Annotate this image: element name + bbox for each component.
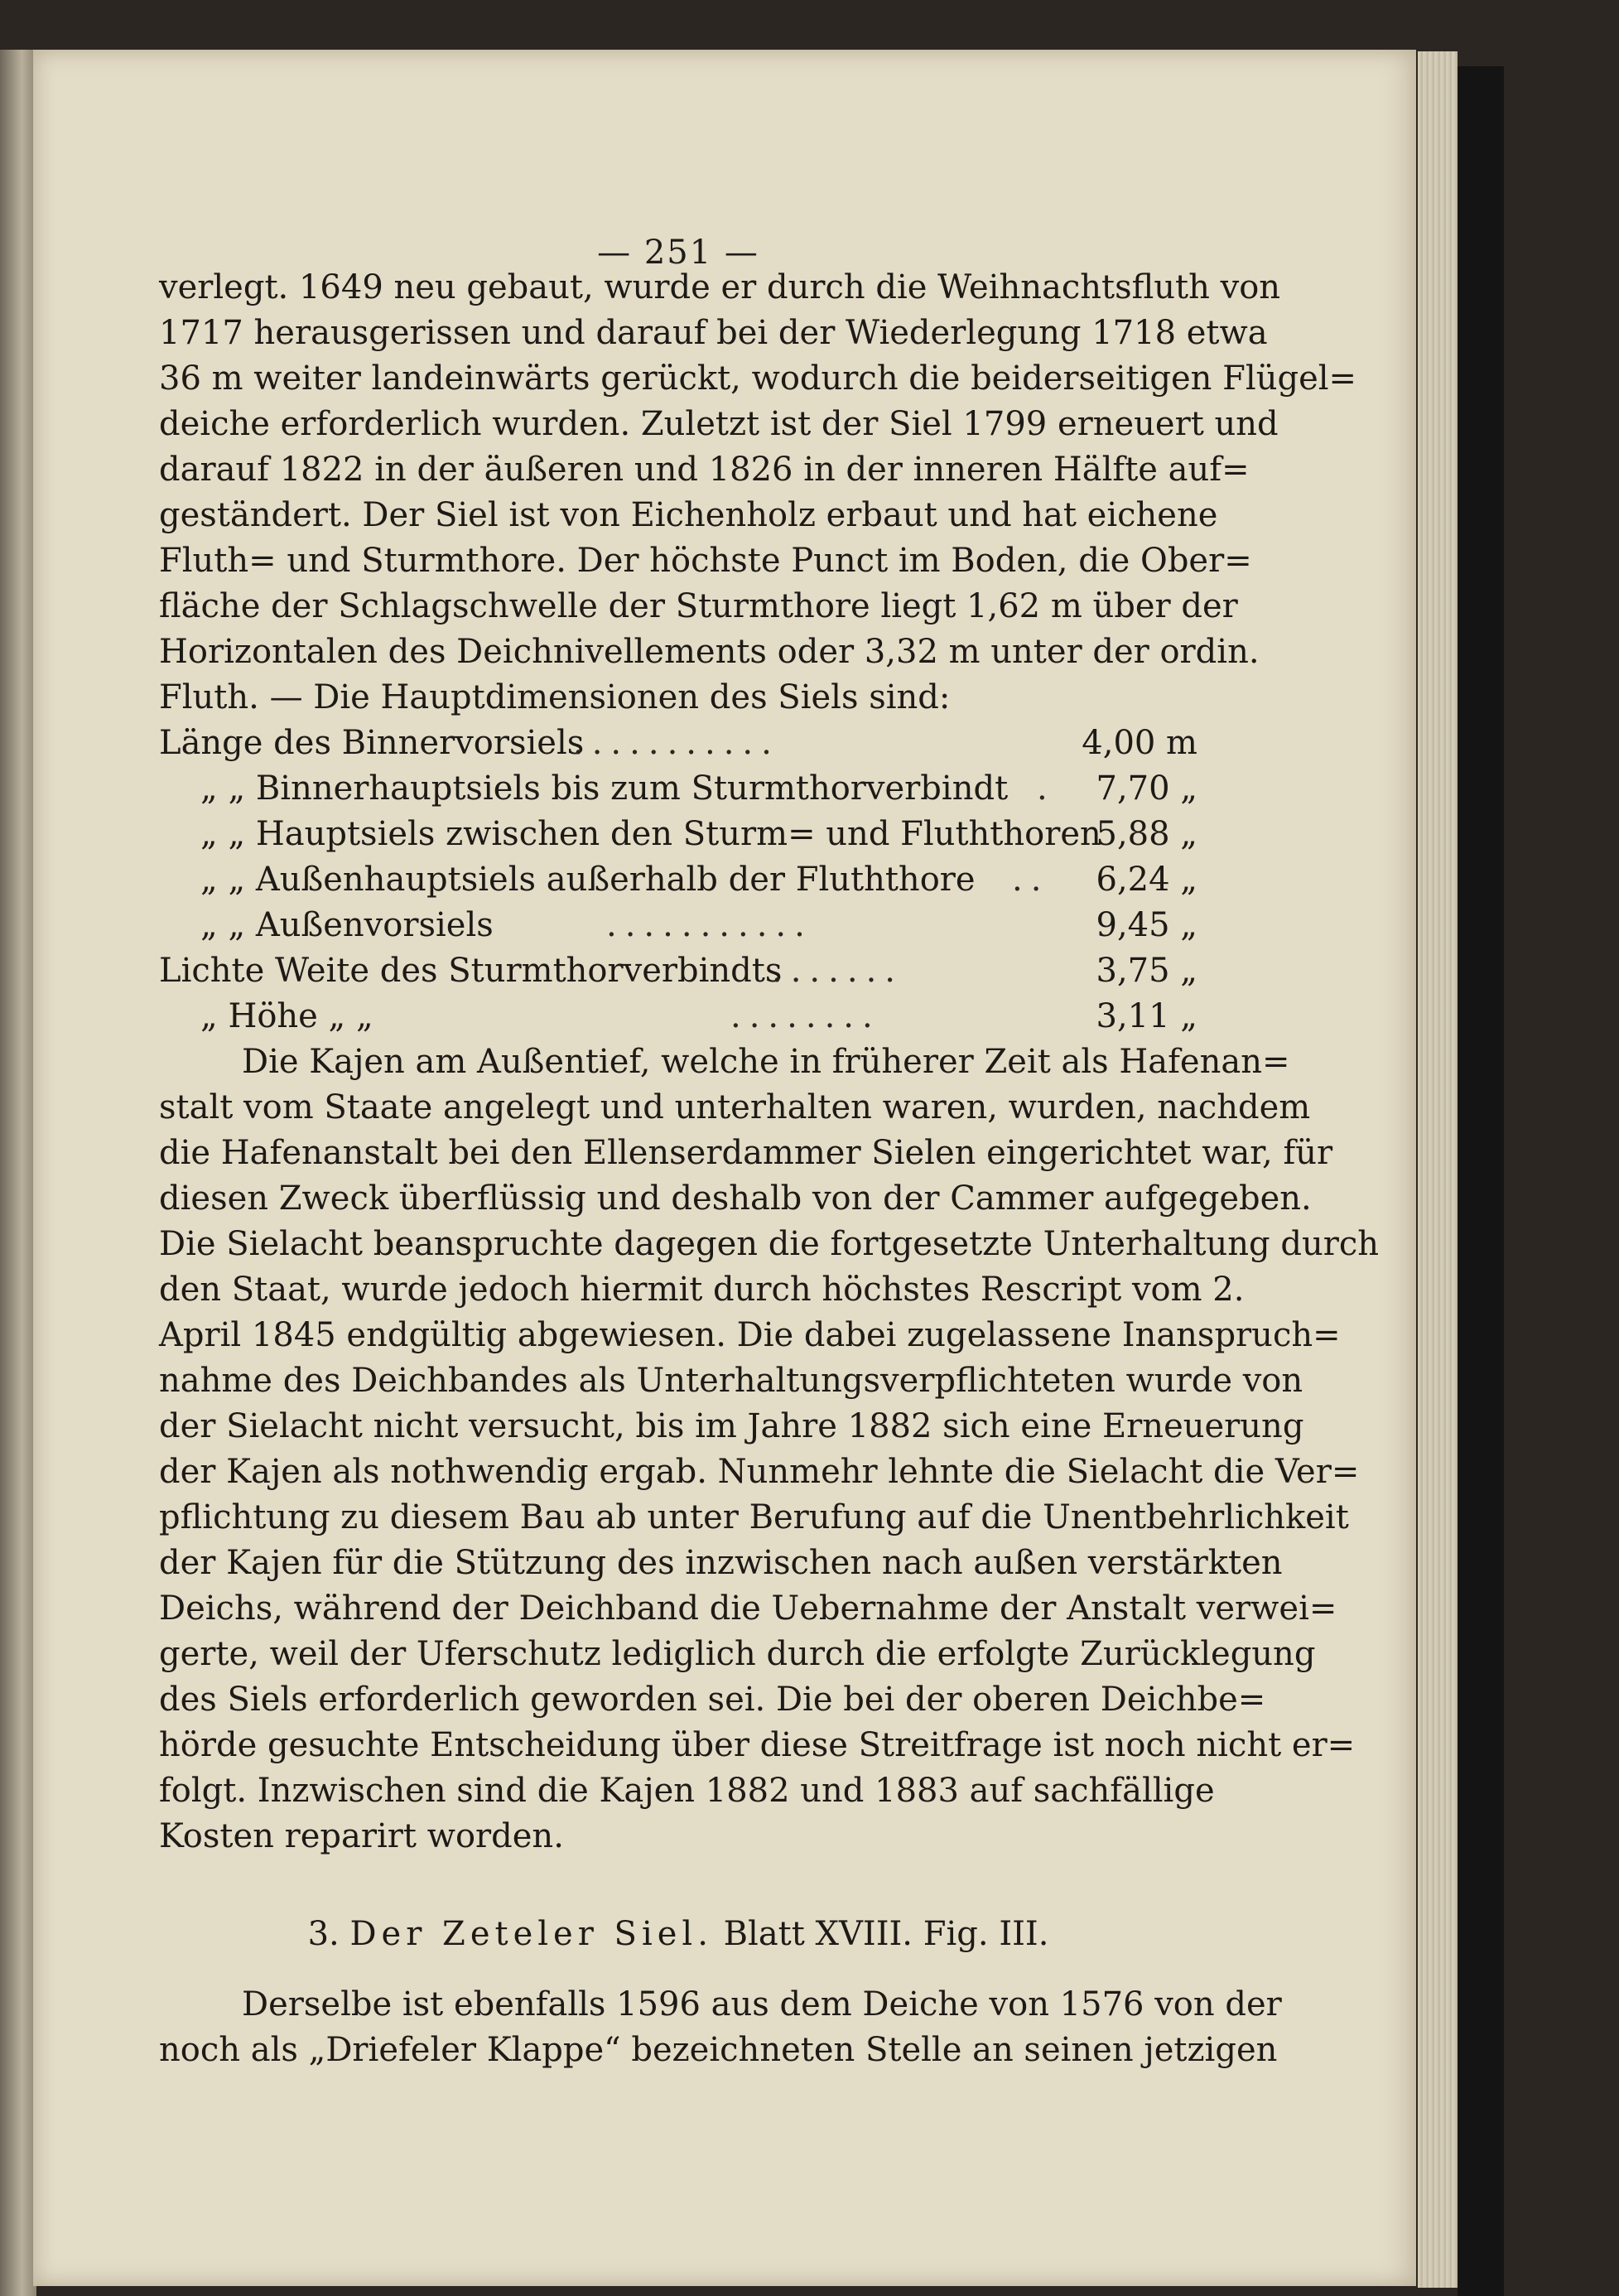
dimension-label: „ „ Hauptsiels zwischen den Sturm= und Fluththoren [200, 815, 1101, 853]
text-line: der Sielacht nicht versucht, bis im Jahre 1882 sich eine Erneuerung [159, 1407, 1304, 1445]
book-spine [1458, 66, 1504, 2296]
text-line: Fluth. — Die Hauptdimensionen des Siels sind: [159, 678, 951, 716]
text-line: Die Sielacht beanspruchte dagegen die fortgesetzte Unterhaltung durch [159, 1225, 1379, 1263]
text-line: darauf 1822 in der äußeren und 1826 in der inneren Hälfte auf= [159, 451, 1250, 489]
dimension-label: Lichte Weite des Sturmthorverbindts [159, 952, 783, 990]
section-number: 3. [307, 1915, 340, 1953]
text-line: April 1845 endgültig abgewiesen. Die dabei zugelassene Inanspruch= [159, 1316, 1341, 1354]
text-line: der Kajen als nothwendig ergab. Nunmehr lehnte die Sielacht die Ver= [159, 1453, 1360, 1491]
dimension-row [159, 904, 1197, 946]
dimension-value: 5,88 „ [1096, 815, 1197, 853]
text-line: verlegt. 1649 neu gebaut, wurde er durch die Weihnachtsfluth von [159, 268, 1281, 306]
dimension-label: Länge des Binnervorsiels [159, 724, 585, 762]
dimension-row [159, 813, 1197, 855]
dimension-value: 7,70 „ [1096, 769, 1197, 808]
text-line: pflichtung zu diesem Bau ab unter Berufung auf die Unentbehrlichkeit [159, 1498, 1349, 1536]
dimension-row [159, 722, 1197, 764]
dimension-row [159, 768, 1197, 809]
dimension-leaders: . [1037, 769, 1056, 808]
text-line: 36 m weiter landeinwärts gerückt, wodurch die beiderseitigen Flügel= [159, 359, 1357, 398]
dimension-leaders: ....... [772, 952, 904, 990]
dimension-label: „ „ Außenhauptsiels außerhalb der Fluththore [200, 861, 976, 899]
section-heading [159, 1913, 1197, 1955]
section-title: Der Zeteler Siel. [349, 1915, 713, 1953]
dimension-row [159, 996, 1197, 1037]
text-line: nahme des Deichbandes als Unterhaltungsverpflichteten wurde von [159, 1362, 1303, 1400]
dimension-value: 9,45 „ [1096, 906, 1197, 944]
section-reference: Blatt XVIII. Fig. III. [723, 1915, 1049, 1953]
dimension-label: „ „ Binnerhauptsiels bis zum Sturmthorverbindt [200, 769, 1009, 808]
facing-page-edge [0, 50, 36, 2296]
dimension-row [159, 859, 1197, 900]
text-line: hörde gesuchte Entscheidung über diese Streitfrage ist noch nicht er= [159, 1726, 1356, 1764]
text-line: fläche der Schlagschwelle der Sturmthore liegt 1,62 m über der [159, 587, 1238, 625]
page-number: — 251 — [597, 234, 759, 272]
dimension-label: „ Höhe „ „ [200, 997, 373, 1035]
text-line: den Staat, wurde jedoch hiermit durch höchstes Rescript vom 2. [159, 1271, 1245, 1309]
dimension-leaders: ........ [730, 997, 881, 1035]
dimension-value: 4,00 m [1082, 724, 1197, 762]
book-page [33, 50, 1416, 2286]
text-line: der Kajen für die Stützung des inzwischen nach außen verstärkten [159, 1544, 1283, 1582]
text-line: des Siels erforderlich geworden sei. Die bei der oberen Deichbe= [159, 1681, 1266, 1719]
dimension-value: 3,75 „ [1096, 952, 1197, 990]
text-line: Die Kajen am Außentief, welche in früherer Zeit als Hafenan= [242, 1043, 1290, 1081]
text-line: Derselbe ist ebenfalls 1596 aus dem Deiche von 1576 von der [242, 1985, 1282, 2023]
text-line: 1717 herausgerissen und darauf bei der Wiederlegung 1718 etwa [159, 314, 1268, 352]
text-line: noch als „Driefeler Klappe“ bezeichneten Stelle an seinen jetzigen [159, 2031, 1278, 2069]
text-line: deiche erforderlich wurden. Zuletzt ist der Siel 1799 erneuert und [159, 405, 1279, 443]
text-line: Fluth= und Sturmthore. Der höchste Punct im Boden, die Ober= [159, 542, 1252, 580]
text-line: gerte, weil der Uferschutz lediglich durch die erfolgte Zurücklegung [159, 1635, 1316, 1673]
text-line: stalt vom Staate angelegt und unterhalten waren, wurden, nachdem [159, 1088, 1311, 1126]
text-line: diesen Zweck überflüssig und deshalb von der Cammer aufgegeben. [159, 1179, 1312, 1218]
dimension-value: 6,24 „ [1096, 861, 1197, 899]
text-line: folgt. Inzwischen sind die Kajen 1882 und 1883 auf sachfällige [159, 1772, 1215, 1810]
dimension-row [159, 950, 1197, 991]
text-line: die Hafenanstalt bei den Ellenserdammer Sielen eingerichtet war, für [159, 1134, 1333, 1172]
page-stack-edge [1418, 51, 1458, 2288]
text-line: Horizontalen des Deichnivellements oder 3,32 m unter der ordin. [159, 633, 1260, 671]
dimension-leaders: ........... [573, 724, 780, 762]
text-line: Kosten reparirt worden. [159, 1817, 564, 1855]
dimension-value: 3,11 „ [1096, 997, 1197, 1035]
dimension-leaders: .. [1012, 861, 1050, 899]
text-line: Deichs, während der Deichband die Uebernahme der Anstalt verwei= [159, 1589, 1337, 1628]
text-line: geständert. Der Siel ist von Eichenholz erbaut und hat eichene [159, 496, 1218, 534]
dimension-leaders: ........... [606, 906, 813, 944]
dimension-label: „ „ Außenvorsiels [200, 906, 494, 944]
